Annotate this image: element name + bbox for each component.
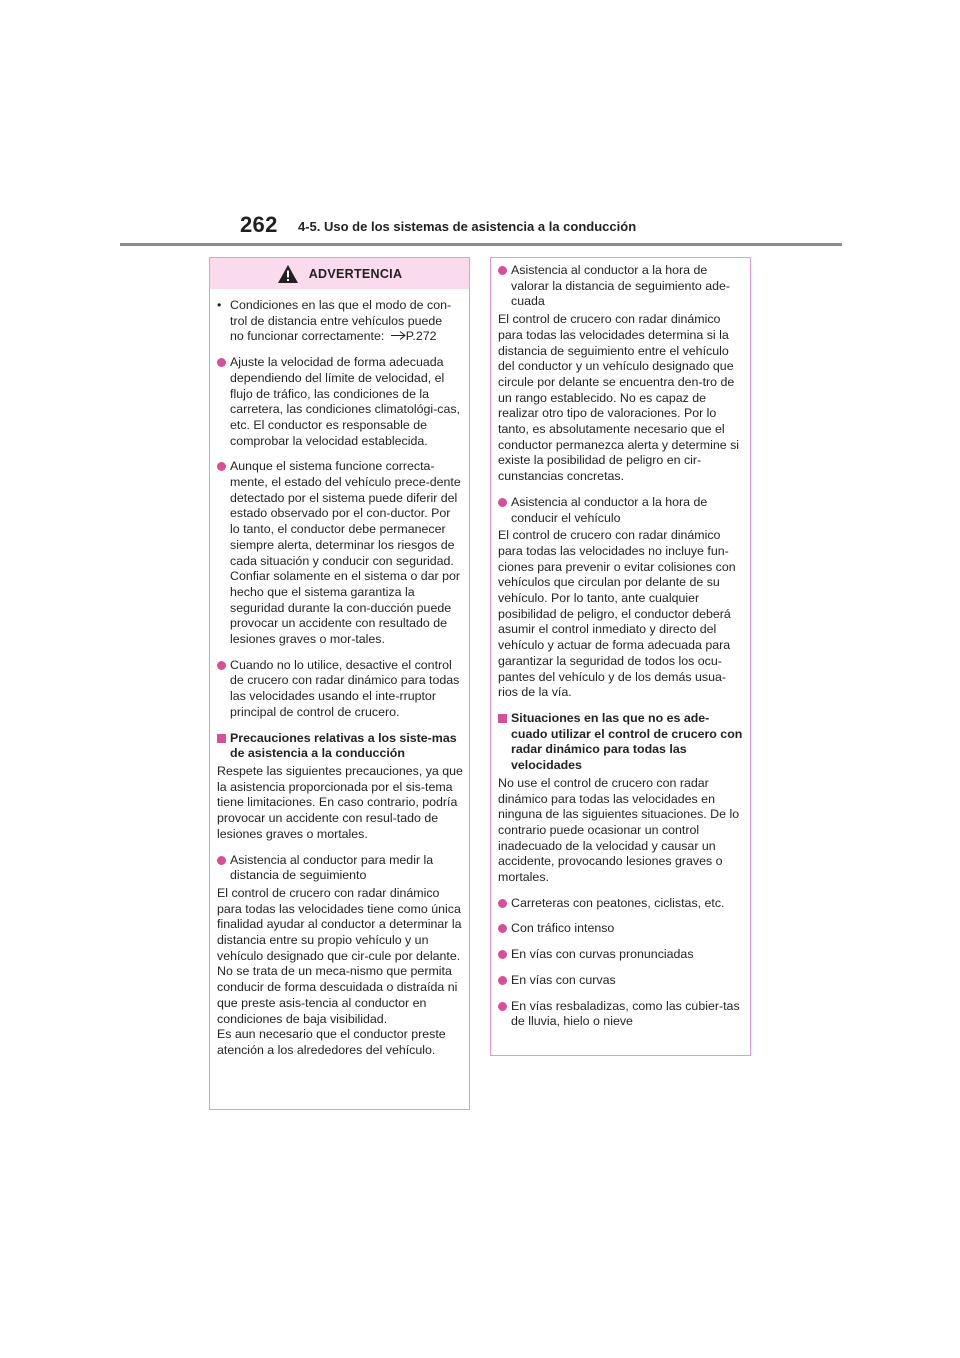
- bullet-dot-icon: [498, 976, 507, 985]
- situation-item: [498, 999, 744, 1030]
- condition-last-line: no funcionar correctamente:: [230, 329, 385, 344]
- bullet-dot-icon: [217, 661, 226, 670]
- warning-item-text: Cuando no lo utilice, desactive el control de crucero con radar dinámico para todas las velocidades usando el inte-rruptor principal de control de crucero.: [230, 657, 460, 719]
- subsection-distance-measure: [217, 853, 463, 884]
- situations-paragraph: No use el control de crucero con radar dinámico para todas las velocidades en ninguna de las siguientes situaciones. De lo contrario puede ocasionar un control inadecuado de la velocidad y causar un accidente, provocando lesiones graves o mortales.: [498, 775, 740, 885]
- bullet-dot-icon: [498, 266, 507, 275]
- warning-label: ADVERTENCIA: [308, 266, 403, 281]
- warning-triangle-icon: [277, 264, 299, 284]
- right-content: [491, 258, 750, 1030]
- situation-item-text: En vías con curvas pronunciadas: [511, 947, 694, 962]
- bullet-dot-icon: [498, 950, 507, 959]
- warning-item: [217, 658, 463, 721]
- warning-item-text: Ajuste la velocidad de forma adecuada dependiendo del límite de velocidad, el flujo de tráfico, las condiciones de la carretera, las condiciones climatológi-cas, etc. El conductor es responsable de comprobar la velocidad establecida.: [230, 355, 461, 448]
- bullet-dot-icon: [217, 462, 226, 471]
- condition-line-2: trol de distancia entre vehículos puede: [230, 313, 443, 328]
- situation-item-text: Con tráfico intenso: [511, 921, 615, 936]
- warning-header: [210, 258, 469, 289]
- subsection-paragraph: El control de crucero con radar dinámico para todas las velocidades no incluye fun-ciones para prevenir o evitar colisiones con vehículos que circulan por delante de su vehículo. Por lo tanto, ante cualquier posibilidad de peligro, el conductor deberá asumir el control inmediato y directo del vehículo y actuar de forma adecuada para garantizar la seguridad de todos los ocu-pantes del vehículo y de los demás usua-rios de la vía.: [498, 528, 736, 700]
- section-title: 4-5. Uso de los sistemas de asistencia a la conducción: [298, 219, 637, 234]
- page-number: 262: [240, 212, 278, 237]
- warning-content: [210, 298, 469, 1059]
- subsection-distance-evaluation: [498, 263, 744, 310]
- page-reference-link[interactable]: P.272: [405, 329, 437, 344]
- situation-item: [498, 921, 744, 937]
- subsection-driving-assist: [498, 495, 744, 526]
- warning-box-continued: [490, 257, 751, 1056]
- warning-item-text: Aunque el sistema funcione correcta-mente, el estado del vehículo prece-dente detectado por el sistema puede diferir del estado observado por el con-ductor. Por lo tanto, el conductor debe permanecer siempre alerta, determinar los riesgos de cada situación y conducir con seguridad. Confiar solamente en el sistema o dar por hecho que el sistema garantiza la seguridad durante la con-ducción puede provocar un accidente con resultado de lesiones graves o mor-tales.: [230, 459, 461, 647]
- subsection-title: Asistencia al conductor para medir la distancia de seguimiento: [230, 852, 434, 883]
- warning-item: [217, 459, 463, 647]
- situations-heading-text: Situaciones en las que no es ade-cuado utilizar el control de crucero con radar dinámico para todas las velocidades: [511, 710, 743, 773]
- situations-heading: [498, 711, 744, 774]
- situation-item-text: Carreteras con peatones, ciclistas, etc.: [511, 895, 725, 910]
- square-bullet-icon: [217, 734, 226, 743]
- bullet-dot-icon: [217, 358, 226, 367]
- subsection-paragraph-2: Es aun necesario que el conductor preste atención a los alrededores del vehículo.: [217, 1027, 446, 1057]
- arrow-right-icon: [391, 331, 406, 340]
- bullet-dot-icon: [498, 1002, 507, 1011]
- warning-box: [209, 257, 470, 1110]
- condition-line-1: • Condiciones en las que el modo de con-: [230, 298, 452, 312]
- precautions-heading-text: Precauciones relativas a los siste-mas de asistencia a la conducción: [230, 730, 457, 761]
- situation-item-text: En vías resbaladizas, como las cubier-tas de lluvia, hielo o nieve: [511, 998, 740, 1029]
- warning-item: [217, 355, 463, 449]
- square-bullet-icon: [498, 714, 507, 723]
- subsection-title: Asistencia al conductor a la hora de valorar la distancia de seguimiento ade-cuada: [511, 263, 731, 309]
- condition-bullet: [217, 298, 463, 345]
- precautions-heading: [217, 731, 463, 762]
- bullet-dot-icon: [498, 899, 507, 908]
- bullet-dot-icon: [498, 498, 507, 507]
- precautions-paragraph: Respete las siguientes precauciones, ya que la asistencia proporcionada por el sis-tema tiene limitaciones. En caso contrario, podría provocar un accidente con resul-tado de lesiones graves o mortales.: [217, 763, 463, 841]
- bullet-dot-icon: [498, 924, 507, 933]
- subsection-paragraph: El control de crucero con radar dinámico para todas las velocidades tiene como única finalidad ayudar al conductor a determinar la distancia entre su propio vehículo y un vehículo designado que cir-cule por delante. No se trata de un meca-nismo que permita conducir de forma descuidada o distraída ni que preste asis-tencia al conductor en condiciones de baja visibilidad.: [217, 885, 462, 1026]
- condition-line-3: [230, 329, 463, 345]
- bullet-dot-icon: [217, 856, 226, 865]
- header-rule: [120, 243, 842, 246]
- situation-item-text: En vías con curvas: [511, 972, 616, 987]
- subsection-title: Asistencia al conductor a la hora de conducir el vehículo: [511, 494, 708, 525]
- situation-item: [498, 896, 744, 912]
- situation-item: [498, 973, 744, 989]
- subsection-paragraph: El control de crucero con radar dinámico para todas las velocidades determina si la distancia de seguimiento entre el vehículo del conductor y un vehículo designado que circule por delante se encuentra den-tro de un rango establecido. No es capaz de realizar otro tipo de valoraciones. Por lo tanto, es absolutamente necesario que el conductor permanezca alerta y determine si existe la posibilidad de peligro en cir-cunstancias concretas.: [498, 312, 740, 484]
- situation-item: [498, 947, 744, 963]
